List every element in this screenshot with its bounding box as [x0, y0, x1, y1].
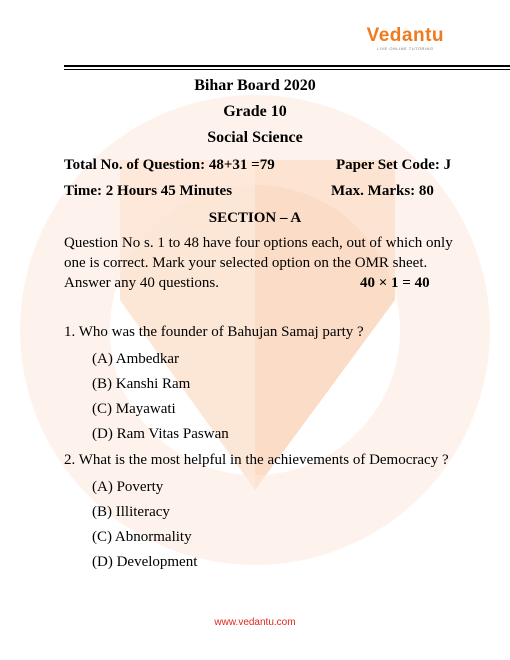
- answer-option: (D) Ram Vitas Paswan: [92, 426, 229, 442]
- question-text: 2. What is the most helpful in the achievements of Democracy ?: [64, 452, 449, 468]
- answer-option: (C) Abnormality: [92, 529, 192, 545]
- header-rule-thin: [64, 69, 510, 70]
- answer-option: (B) Kanshi Ram: [92, 376, 191, 392]
- instruction-line: one is correct. Mark your selected option on the OMR sheet.: [64, 255, 428, 271]
- grade-title: Grade 10: [223, 103, 287, 120]
- logo-tagline: LIVE ONLINE TUTORING: [377, 46, 434, 51]
- paper-set-code: Paper Set Code: J: [336, 157, 452, 173]
- answer-option: (C) Mayawati: [92, 401, 176, 417]
- vedantu-logo: [367, 26, 444, 51]
- board-title: Bihar Board 2020: [194, 77, 316, 94]
- max-marks: Max. Marks: 80: [331, 183, 434, 199]
- answer-option: (B) Illiteracy: [92, 504, 170, 520]
- answer-option: (D) Development: [92, 554, 198, 570]
- logo-wordmark: Vedantu: [366, 25, 444, 46]
- footer-url[interactable]: www.vedantu.com: [214, 617, 296, 628]
- exam-time: Time: 2 Hours 45 Minutes: [64, 183, 233, 199]
- subject-title: Social Science: [207, 129, 303, 146]
- answer-option: (A) Ambedkar: [92, 351, 180, 367]
- total-questions: Total No. of Question: 48+31 =79: [64, 157, 275, 173]
- section-title: SECTION – A: [208, 210, 302, 226]
- answer-option: (A) Poverty: [92, 479, 164, 495]
- instruction-line: Question No s. 1 to 48 have four options each, out of which only: [64, 235, 453, 251]
- section-marks: 40 × 1 = 40: [360, 275, 430, 291]
- question-text: 1. Who was the founder of Bahujan Samaj party ?: [64, 324, 364, 340]
- instruction-line: Answer any 40 questions.: [64, 275, 219, 291]
- header-rule-thick: [64, 65, 510, 67]
